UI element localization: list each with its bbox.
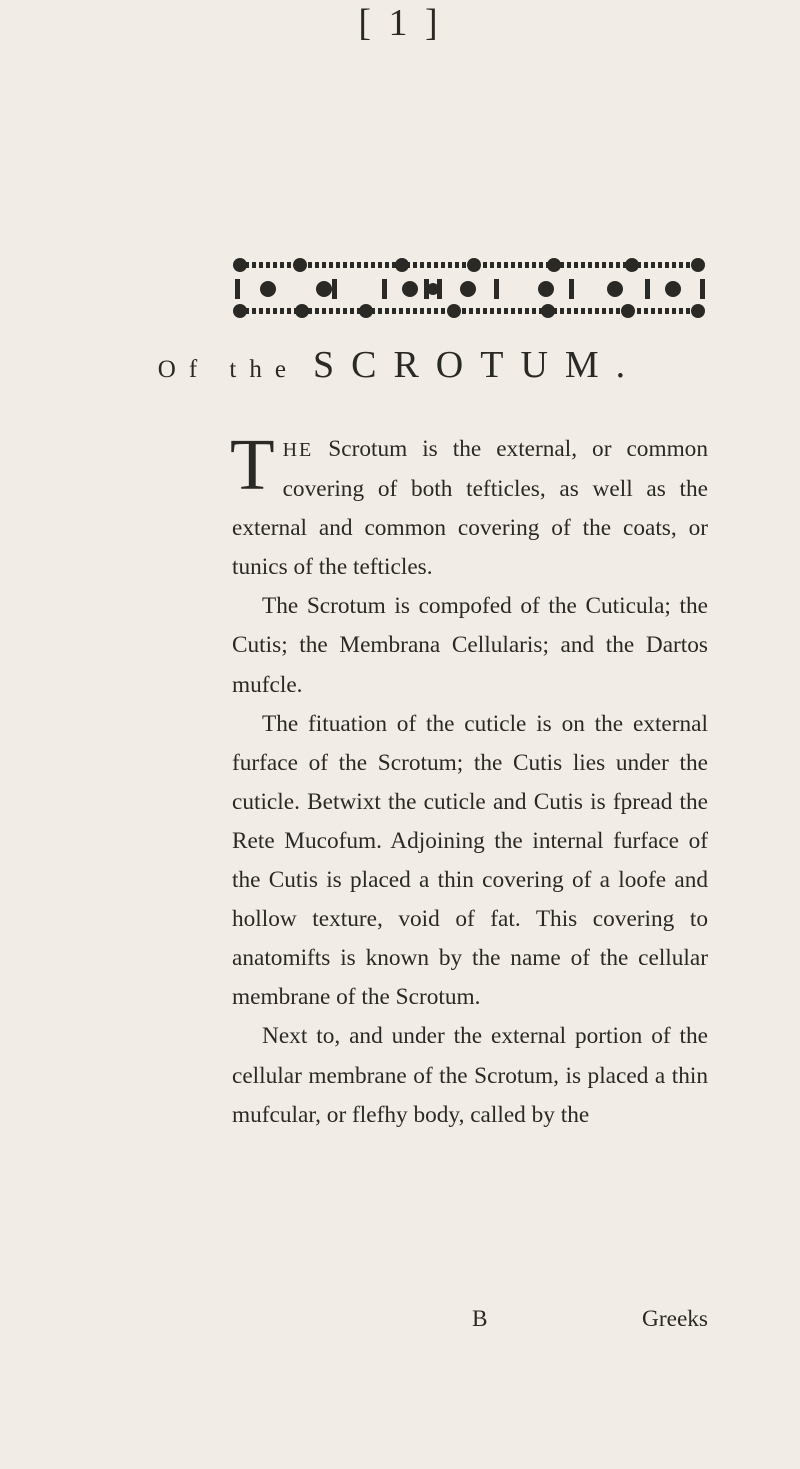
title-main: SCROTUM. xyxy=(312,344,643,386)
paragraph xyxy=(230,424,708,587)
first-word-rest: HE xyxy=(282,439,314,461)
signature-mark: B xyxy=(472,1306,488,1332)
body-text xyxy=(230,424,708,1135)
paragraph: The Scrotum is compofed of the Cuticula; the Cutis; the Membrana Cellularis; and the Dartos mufcle. xyxy=(232,593,708,698)
drop-cap: T xyxy=(230,424,275,505)
printers-ornament-border-icon xyxy=(232,255,708,325)
page-number: [ 1 ] xyxy=(358,2,442,44)
chapter-title xyxy=(0,343,800,387)
catchword: Greeks xyxy=(642,1306,708,1332)
paragraph: The fituation of the cuticle is on the external furface of the Scrotum; the Cutis lies under the cuticle. Betwixt the cuticle and Cutis is fpread the Rete Mucofum. Adjoining the internal furface of the Cutis is placed a thin covering of a loofe and hollow texture, void of fat. This covering to anatomifts is known by the name of the cellular membrane of the Scrotum. xyxy=(232,710,708,1011)
paragraph: Next to, and under the external portion of the cellular membrane of the Scrotum, is placed a thin mufcular, or flefhy body, called by the xyxy=(232,1023,708,1128)
paragraph-text: Scrotum is the external, or common covering of both tefticles, as well as the external and common covering of the coats, or tunics of the tefticles. xyxy=(232,436,708,581)
title-prefix: Of the xyxy=(157,356,299,383)
